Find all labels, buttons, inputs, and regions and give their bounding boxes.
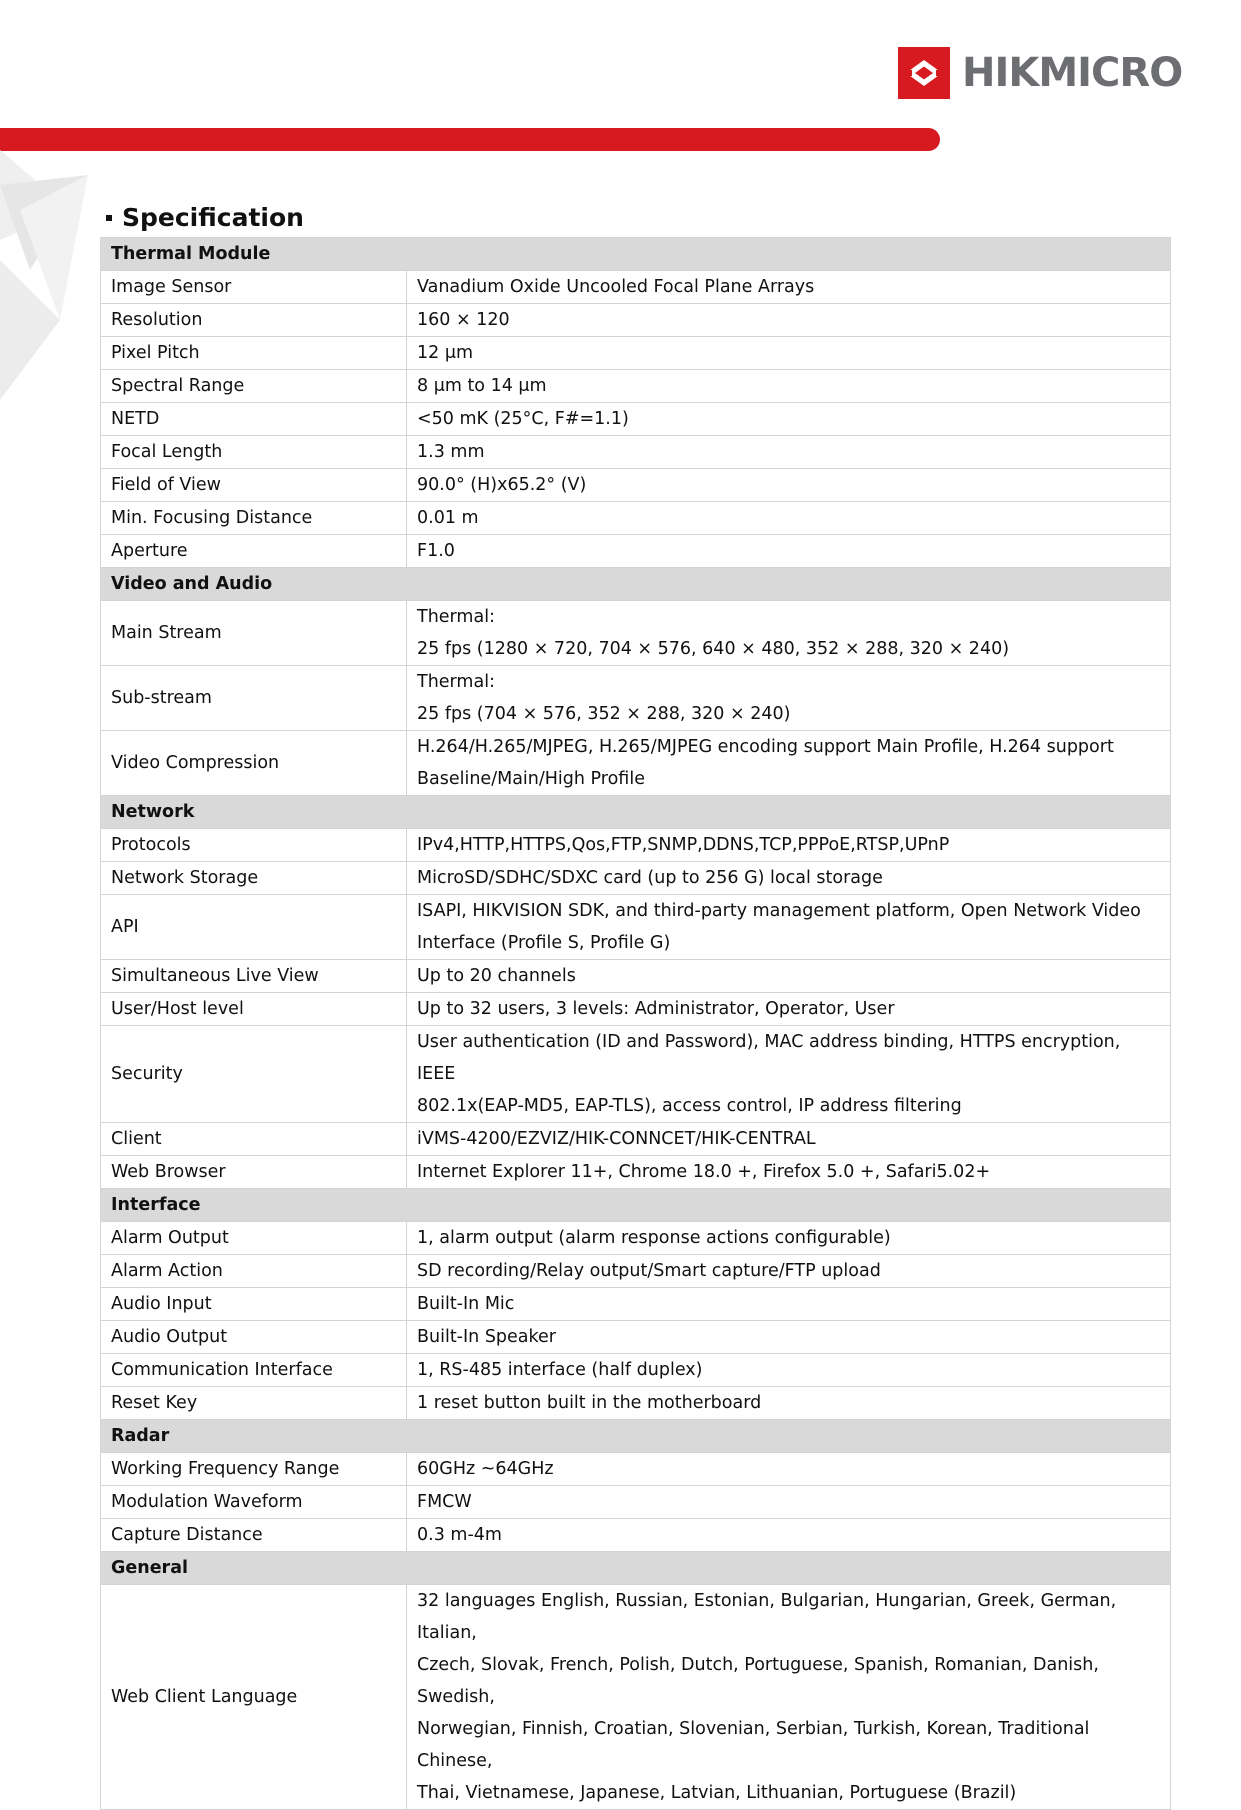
spec-label: Min. Focusing Distance — [101, 502, 407, 535]
table-row — [101, 304, 1171, 337]
spec-label: NETD — [101, 403, 407, 436]
spec-value — [407, 1123, 1171, 1156]
table-row — [101, 1156, 1171, 1189]
spec-label: Image Sensor — [101, 271, 407, 304]
spec-value-line: <50 mK (25°C, F#=1.1) — [417, 409, 629, 429]
spec-value-line: iVMS-4200/EZVIZ/HIK-CONNCET/HIK-CENTRAL — [417, 1129, 816, 1149]
spec-value — [407, 304, 1171, 337]
table-row — [101, 1453, 1171, 1486]
spec-value — [407, 1255, 1171, 1288]
spec-value-line: Up to 20 channels — [417, 966, 576, 986]
spec-value — [407, 862, 1171, 895]
table-row — [101, 1255, 1171, 1288]
header-accent-bar — [0, 128, 940, 151]
spec-value — [407, 1354, 1171, 1387]
spec-value-line: Baseline/Main/High Profile — [417, 769, 645, 789]
page-title: Specification — [122, 203, 304, 232]
spec-label: API — [101, 895, 407, 960]
spec-value-line: 1, RS-485 interface (half duplex) — [417, 1360, 703, 1380]
spec-value — [407, 601, 1171, 666]
spec-value-line: SD recording/Relay output/Smart capture/FTP upload — [417, 1261, 881, 1281]
section-title: General — [101, 1552, 1171, 1585]
table-row — [101, 1486, 1171, 1519]
brand-logo — [898, 45, 1182, 101]
spec-label: Field of View — [101, 469, 407, 502]
section-title: Network — [101, 796, 1171, 829]
spec-value — [407, 666, 1171, 731]
spec-label: Capture Distance — [101, 1519, 407, 1552]
spec-value-line: H.264/H.265/MJPEG, H.265/MJPEG encoding support Main Profile, H.264 support — [417, 737, 1114, 757]
spec-label: Alarm Action — [101, 1255, 407, 1288]
table-row — [101, 960, 1171, 993]
spec-label: Focal Length — [101, 436, 407, 469]
table-row — [101, 862, 1171, 895]
table-row — [101, 601, 1171, 666]
spec-value — [407, 1387, 1171, 1420]
spec-label: Reset Key — [101, 1387, 407, 1420]
spec-value — [407, 1585, 1171, 1810]
spec-value-line: 90.0° (H)x65.2° (V) — [417, 475, 587, 495]
spec-value-line: MicroSD/SDHC/SDXC card (up to 256 G) local storage — [417, 868, 883, 888]
spec-value — [407, 1453, 1171, 1486]
spec-value — [407, 993, 1171, 1026]
spec-value — [407, 1519, 1171, 1552]
spec-value-line: 160 × 120 — [417, 310, 510, 330]
specification-table — [100, 237, 1171, 1810]
spec-label: Protocols — [101, 829, 407, 862]
spec-value — [407, 829, 1171, 862]
spec-value — [407, 370, 1171, 403]
spec-value-line: 0.3 m-4m — [417, 1525, 502, 1545]
table-row — [101, 1026, 1171, 1123]
table-row — [101, 502, 1171, 535]
spec-value-line: Vanadium Oxide Uncooled Focal Plane Arrays — [417, 277, 815, 297]
spec-label: Communication Interface — [101, 1354, 407, 1387]
spec-value-line: IPv4,HTTP,HTTPS,Qos,FTP,SNMP,DDNS,TCP,PPPoE,RTSP,UPnP — [417, 835, 950, 855]
section-header-row — [101, 1420, 1171, 1453]
spec-value-line: FMCW — [417, 1492, 472, 1512]
spec-value-line: Built-In Mic — [417, 1294, 515, 1314]
section-title: Interface — [101, 1189, 1171, 1222]
spec-value-line: 802.1x(EAP-MD5, EAP-TLS), access control, IP address filtering — [417, 1096, 962, 1116]
spec-value-line: 1, alarm output (alarm response actions configurable) — [417, 1228, 891, 1248]
spec-value-line: ISAPI, HIKVISION SDK, and third-party management platform, Open Network Video — [417, 901, 1141, 921]
spec-label: Resolution — [101, 304, 407, 337]
spec-value-line: Up to 32 users, 3 levels: Administrator, Operator, User — [417, 999, 895, 1019]
spec-value — [407, 271, 1171, 304]
section-title: Video and Audio — [101, 568, 1171, 601]
spec-value — [407, 403, 1171, 436]
section-heading — [106, 203, 304, 232]
spec-label: Sub-stream — [101, 666, 407, 731]
spec-value-line: Czech, Slovak, French, Polish, Dutch, Portuguese, Spanish, Romanian, Danish, Swedish, — [417, 1655, 1099, 1707]
spec-label: Audio Input — [101, 1288, 407, 1321]
spec-value-line: Internet Explorer 11+, Chrome 18.0 +, Firefox 5.0 +, Safari5.02+ — [417, 1162, 991, 1182]
spec-label: Web Client Language — [101, 1585, 407, 1810]
spec-value-line: 60GHz ~64GHz — [417, 1459, 554, 1479]
table-row — [101, 1321, 1171, 1354]
spec-label: Working Frequency Range — [101, 1453, 407, 1486]
table-row — [101, 1288, 1171, 1321]
section-header-row — [101, 1552, 1171, 1585]
section-header-row — [101, 568, 1171, 601]
spec-value-line: 25 fps (1280 × 720, 704 × 576, 640 × 480, 352 × 288, 320 × 240) — [417, 639, 1010, 659]
table-row — [101, 1519, 1171, 1552]
table-row — [101, 535, 1171, 568]
hikmicro-logo-icon — [898, 47, 950, 99]
spec-label: User/Host level — [101, 993, 407, 1026]
spec-value-line: F1.0 — [417, 541, 455, 561]
spec-value-line: Thermal: — [417, 607, 495, 627]
table-row — [101, 436, 1171, 469]
spec-value — [407, 1026, 1171, 1123]
spec-label: Client — [101, 1123, 407, 1156]
spec-value — [407, 535, 1171, 568]
table-row — [101, 1222, 1171, 1255]
section-title: Thermal Module — [101, 238, 1171, 271]
spec-value-line: User authentication (ID and Password), MAC address binding, HTTPS encryption, IEEE — [417, 1032, 1121, 1084]
table-row — [101, 1354, 1171, 1387]
spec-label: Main Stream — [101, 601, 407, 666]
spec-value-line: 32 languages English, Russian, Estonian, Bulgarian, Hungarian, Greek, German, Italian, — [417, 1591, 1117, 1643]
section-header-row — [101, 238, 1171, 271]
bullet-icon — [106, 215, 112, 221]
brand-name: HIKMICRO — [962, 50, 1183, 96]
spec-value-line: Built-In Speaker — [417, 1327, 556, 1347]
spec-value-line: Norwegian, Finnish, Croatian, Slovenian, Serbian, Turkish, Korean, Traditional Chinese, — [417, 1719, 1090, 1771]
spec-value — [407, 502, 1171, 535]
table-row — [101, 1585, 1171, 1810]
table-row — [101, 1387, 1171, 1420]
spec-value-line: 12 μm — [417, 343, 474, 363]
table-row — [101, 370, 1171, 403]
spec-value-line: 1.3 mm — [417, 442, 485, 462]
spec-value — [407, 1156, 1171, 1189]
spec-value — [407, 1288, 1171, 1321]
section-header-row — [101, 796, 1171, 829]
spec-label: Modulation Waveform — [101, 1486, 407, 1519]
spec-value-line: 0.01 m — [417, 508, 479, 528]
spec-label: Simultaneous Live View — [101, 960, 407, 993]
table-row — [101, 666, 1171, 731]
spec-value — [407, 337, 1171, 370]
table-row — [101, 337, 1171, 370]
table-row — [101, 895, 1171, 960]
spec-label: Pixel Pitch — [101, 337, 407, 370]
spec-label: Alarm Output — [101, 1222, 407, 1255]
spec-value — [407, 731, 1171, 796]
spec-label: Web Browser — [101, 1156, 407, 1189]
spec-value-line: Thai, Vietnamese, Japanese, Latvian, Lithuanian, Portuguese (Brazil) — [417, 1783, 1017, 1803]
spec-label: Audio Output — [101, 1321, 407, 1354]
spec-value-line: 25 fps (704 × 576, 352 × 288, 320 × 240) — [417, 704, 791, 724]
decorative-shapes — [0, 150, 95, 400]
spec-label: Security — [101, 1026, 407, 1123]
section-title: Radar — [101, 1420, 1171, 1453]
spec-label: Aperture — [101, 535, 407, 568]
table-row — [101, 993, 1171, 1026]
table-row — [101, 1123, 1171, 1156]
spec-value-line: 1 reset button built in the motherboard — [417, 1393, 762, 1413]
spec-value — [407, 436, 1171, 469]
table-row — [101, 403, 1171, 436]
table-row — [101, 271, 1171, 304]
spec-value — [407, 469, 1171, 502]
table-row — [101, 829, 1171, 862]
spec-value — [407, 895, 1171, 960]
spec-value-line: Thermal: — [417, 672, 495, 692]
spec-value-line: Interface (Profile S, Profile G) — [417, 933, 671, 953]
spec-value — [407, 1222, 1171, 1255]
section-header-row — [101, 1189, 1171, 1222]
table-row — [101, 469, 1171, 502]
spec-value — [407, 1321, 1171, 1354]
spec-label: Video Compression — [101, 731, 407, 796]
spec-label: Spectral Range — [101, 370, 407, 403]
spec-value-line: 8 μm to 14 μm — [417, 376, 547, 396]
table-row — [101, 731, 1171, 796]
spec-value — [407, 960, 1171, 993]
spec-label: Network Storage — [101, 862, 407, 895]
spec-value — [407, 1486, 1171, 1519]
